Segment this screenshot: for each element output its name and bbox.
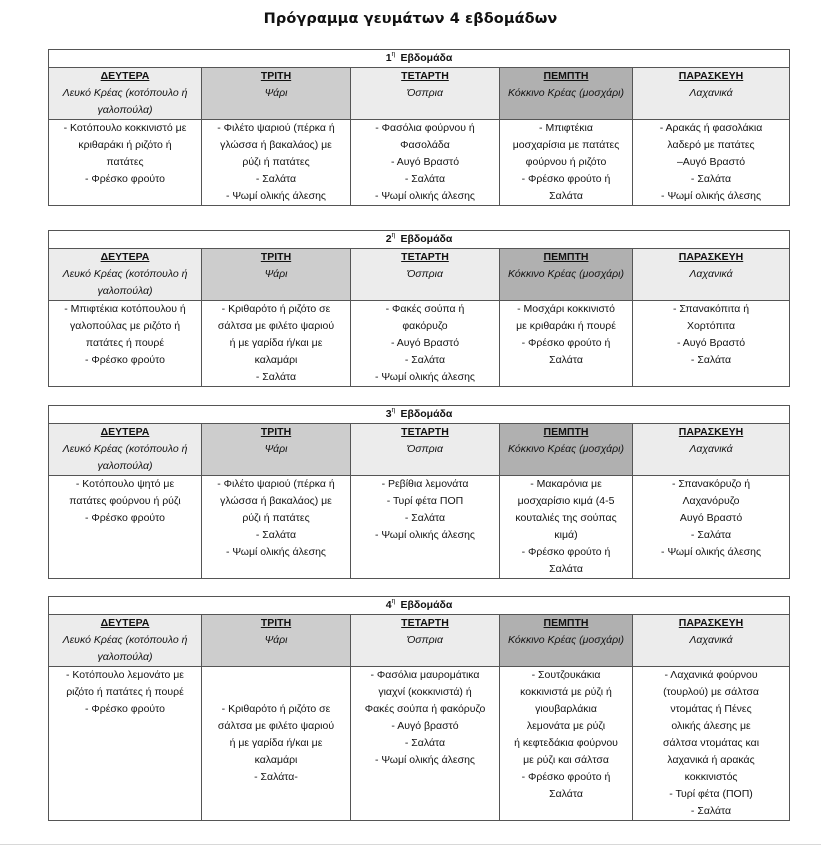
menu-row [49, 120, 790, 206]
menu-line: - Σαλάτα [404, 512, 446, 524]
day-header-wednesday: ΤΕΤΑΡΤΗ Όσπρια [351, 615, 500, 667]
menu-line: λεμονάτα με ρύζι [526, 720, 606, 732]
menu-line: με ρύζι και σάλτσα [523, 754, 609, 766]
menu-line: - Αυγό Βραστό [390, 337, 460, 349]
menu-cell [49, 667, 202, 821]
menu-line: ή με γαρίδα ή/και με [229, 337, 323, 349]
menu-cell [49, 120, 202, 206]
menu-row [49, 301, 790, 387]
menu-line: - Σπανακόπιτα ή [672, 303, 750, 315]
menu-line: φακόρυζο [402, 320, 448, 332]
menu-line: - Κοτόπουλο κοκκινιστό με [63, 122, 187, 134]
menu-row [49, 476, 790, 579]
menu-cell [500, 301, 633, 387]
menu-line: ριζότο ή πατάτες ή πουρέ [66, 686, 184, 698]
day-header-monday: ΔΕΥΤΕΡΑ Λευκό Κρέας (κοτόπουλο ή γαλοπούλα) [49, 424, 202, 476]
menu-line: - Ψωμί ολικής άλεσης [226, 546, 326, 558]
menu-line: Σαλάτα [549, 190, 583, 202]
week-title: $3^\eta$ Εβδομάδα [49, 406, 790, 424]
menu-line: - Ψωμί ολικής άλεσης [375, 754, 475, 766]
menu-line: πατάτες [106, 156, 144, 168]
menu-line: Σαλάτα [549, 788, 583, 800]
menu-line: κοκκινιστά με ρύζι ή [520, 686, 612, 698]
menu-line: - Μπιφτέκια κοτόπουλου ή [64, 303, 186, 315]
menu-line: - Σαλάτα [404, 737, 446, 749]
menu-line: - Σαλάτα [255, 173, 297, 185]
menu-cell [202, 301, 351, 387]
menu-line: - Φρέσκο φρούτο [84, 354, 165, 366]
menu-line: - Ψωμί ολικής άλεσης [375, 190, 475, 202]
menu-line: - Φρέσκο φρούτο ή [521, 546, 611, 558]
menu-line: - Μπιφτέκια [539, 122, 593, 134]
menu-cell [500, 476, 633, 579]
menu-line: - Μοσχάρι κοκκινιστό [517, 303, 615, 315]
day-header-wednesday: ΤΕΤΑΡΤΗ Όσπρια [351, 68, 500, 120]
menu-line: με κριθαράκι ή πουρέ [516, 320, 616, 332]
menu-line: φούρνου ή ριζότο [525, 156, 607, 168]
menu-line: - Φιλέτο ψαριού (πέρκα ή [217, 122, 335, 134]
menu-line: - Αρακάς ή φασολάκια [659, 122, 763, 134]
menu-line: γαλοπούλας με ριζότο ή [69, 320, 181, 332]
menu-line: - Ψωμί ολικής άλεσης [661, 190, 762, 202]
menu-line: Χορτόπιτα [686, 320, 736, 332]
menu-line: - Μακαρόνια με [530, 478, 602, 490]
menu-line: - Αυγό βραστό [391, 720, 459, 732]
menu-line: Φασολάδα [400, 139, 450, 151]
menu-line: - Σαλάτα [690, 354, 732, 366]
menu-line: - Σαλάτα [690, 173, 732, 185]
menu-line: - Φασόλια μαυρομάτικα [370, 669, 480, 681]
menu-line: γιαχνί (κοκκινιστά) ή [378, 686, 472, 698]
menu-line: - Φακές σούπα ή [385, 303, 465, 315]
menu-line: - Φρέσκο φρούτο ή [521, 337, 611, 349]
menu-line: Σαλάτα [549, 354, 583, 366]
menu-line: - Σουτζουκάκια [531, 669, 601, 681]
page-bottom-divider [0, 844, 821, 845]
day-header-thursday: ΠΕΜΠΤΗ Κόκκινο Κρέας (μοσχάρι) [500, 68, 633, 120]
menu-line: κουταλιές της σούπας [515, 512, 617, 524]
menu-line: Λαχανόρυζο [682, 495, 740, 507]
week-title: $2^\eta$ Εβδομάδα [49, 231, 790, 249]
menu-line: - Τυρί φέτα ΠΟΠ [386, 495, 464, 507]
menu-line: γλώσσα ή βακαλάος) με [220, 495, 332, 507]
menu-cell [49, 476, 202, 579]
menu-line: - Κριθαρότο ή ριζότο σε [221, 303, 331, 315]
day-header-thursday: ΠΕΜΠΤΗ Κόκκινο Κρέας (μοσχάρι) [500, 249, 633, 301]
day-header-tuesday: ΤΡΙΤΗ Ψάρι [202, 615, 351, 667]
menu-line: κιμά) [554, 529, 578, 541]
menu-cell [351, 667, 500, 821]
menu-line: καλαμάρι [254, 754, 298, 766]
menu-line: πατάτες ή πουρέ [85, 337, 165, 349]
menu-line: - Φασόλια φούρνου ή [375, 122, 475, 134]
menu-line: - Ρεβίθια λεμονάτα [381, 478, 469, 490]
menu-cell [633, 301, 790, 387]
menu-line: - Σαλάτα [690, 805, 732, 817]
day-header-friday: ΠΑΡΑΣΚΕΥΗ Λαχανικά [633, 424, 790, 476]
menu-line: - Τυρί φέτα (ΠΟΠ) [669, 788, 753, 800]
day-header-monday: ΔΕΥΤΕΡΑ Λευκό Κρέας (κοτόπουλο ή γαλοπούλα) [49, 68, 202, 120]
menu-cell [633, 476, 790, 579]
menu-line: - Φρέσκο φρούτο [84, 703, 165, 715]
menu-line: ρύζι ή πατάτες [242, 512, 310, 524]
menu-line: - Σπανακόρυζο ή [671, 478, 751, 490]
menu-line: Φακές σούπα ή φακόρυζο [364, 703, 486, 715]
day-header-wednesday: ΤΕΤΑΡΤΗ Όσπρια [351, 424, 500, 476]
menu-line: σάλτσα με φιλέτο ψαριού [217, 720, 335, 732]
menu-line: μοσχαρίσιο κιμά (4-5 [517, 495, 615, 507]
menu-line: - Αυγό Βραστό [390, 156, 460, 168]
menu-line: ρύζι ή πατάτες [242, 156, 310, 168]
menu-line: κοκκινιστός [684, 771, 738, 783]
menu-cell [351, 301, 500, 387]
day-header-monday: ΔΕΥΤΕΡΑ Λευκό Κρέας (κοτόπουλο ή γαλοπούλα) [49, 249, 202, 301]
week-1-table [48, 49, 790, 206]
week-title: $1^\eta$ Εβδομάδα [49, 50, 790, 68]
menu-cell [633, 667, 790, 821]
menu-line: λαδερό με πατάτες [667, 139, 755, 151]
menu-cell [202, 120, 351, 206]
menu-line: - Σαλάτα- [254, 771, 298, 783]
menu-line: - Φρέσκο φρούτο ή [521, 771, 611, 783]
menu-line: - Σαλάτα [690, 529, 732, 541]
page-title: Πρόγραμμα γευμάτων 4 εβδομάδων [263, 11, 558, 27]
menu-line: γιουβαρλάκια [535, 703, 597, 715]
menu-line: σάλτσα ντομάτας και [663, 737, 760, 749]
menu-line: ντομάτας ή Πένες [670, 703, 752, 715]
menu-line: μοσχαρίσια με πατάτες [512, 139, 620, 151]
menu-line: - Ψωμί ολικής άλεσης [661, 546, 762, 558]
menu-cell [351, 476, 500, 579]
menu-line: ολικής άλεσης με [671, 720, 751, 732]
menu-line: - Κοτόπουλο ψητό με [75, 478, 175, 490]
menu-line: - Λαχανικά φούρνου [664, 669, 758, 681]
menu-line: ή με γαρίδα ή/και με [229, 737, 323, 749]
week-3-table [48, 405, 790, 579]
menu-cell [49, 301, 202, 387]
menu-line: (τουρλού) με σάλτσα [663, 686, 759, 698]
menu-cell [500, 667, 633, 821]
menu-line: - Αυγό Βραστό [676, 337, 746, 349]
week-2-table [48, 230, 790, 387]
menu-line: καλαμάρι [254, 354, 298, 366]
menu-line: σάλτσα με φιλέτο ψαριού [217, 320, 335, 332]
week-4-table [48, 596, 790, 821]
menu-line: - Ψωμί ολικής άλεσης [226, 190, 326, 202]
day-header-friday: ΠΑΡΑΣΚΕΥΗ Λαχανικά [633, 615, 790, 667]
menu-line: - Φιλέτο ψαριού (πέρκα ή [217, 478, 335, 490]
day-header-friday: ΠΑΡΑΣΚΕΥΗ Λαχανικά [633, 68, 790, 120]
menu-line: - Φρέσκο φρούτο [84, 512, 165, 524]
menu-cell [633, 120, 790, 206]
day-header-tuesday: ΤΡΙΤΗ Ψάρι [202, 424, 351, 476]
menu-line: - Ψωμί ολικής άλεσης [375, 371, 475, 383]
day-header-tuesday: ΤΡΙΤΗ Ψάρι [202, 249, 351, 301]
menu-cell [500, 120, 633, 206]
menu-line: - Ψωμί ολικής άλεσης [375, 529, 475, 541]
day-header-monday: ΔΕΥΤΕΡΑ Λευκό Κρέας (κοτόπουλο ή γαλοπούλα) [49, 615, 202, 667]
menu-cell [202, 667, 351, 821]
day-header-friday: ΠΑΡΑΣΚΕΥΗ Λαχανικά [633, 249, 790, 301]
menu-line: ή κεφτεδάκια φούρνου [514, 737, 618, 749]
menu-row [49, 667, 790, 821]
menu-line: - Σαλάτα [255, 529, 297, 541]
menu-line: - Σαλάτα [404, 173, 446, 185]
menu-line: - Φρέσκο φρούτο [84, 173, 165, 185]
menu-line: - Σαλάτα [404, 354, 446, 366]
menu-cell [202, 476, 351, 579]
menu-cell [351, 120, 500, 206]
menu-line: πατάτες φούρνου ή ρύζι [69, 495, 181, 507]
day-header-thursday: ΠΕΜΠΤΗ Κόκκινο Κρέας (μοσχάρι) [500, 615, 633, 667]
menu-line: - Κοτόπουλο λεμονάτο με [66, 669, 184, 681]
day-header-thursday: ΠΕΜΠΤΗ Κόκκινο Κρέας (μοσχάρι) [500, 424, 633, 476]
day-header-tuesday: ΤΡΙΤΗ Ψάρι [202, 68, 351, 120]
day-header-wednesday: ΤΕΤΑΡΤΗ Όσπρια [351, 249, 500, 301]
menu-line: Αυγό Βραστό [679, 512, 743, 524]
menu-line: - Φρέσκο φρούτο ή [521, 173, 611, 185]
week-title: $4^\eta$ Εβδομάδα [49, 597, 790, 615]
menu-line: Σαλάτα [549, 563, 583, 575]
menu-line: γλώσσα ή βακαλάος) με [220, 139, 332, 151]
menu-line: –Αυγό Βραστό [676, 156, 746, 168]
menu-line: κριθαράκι ή ριζότο ή [78, 139, 172, 151]
menu-line: λαχανικά ή αρακάς [667, 754, 755, 766]
menu-line: - Κριθαρότο ή ριζότο σε [221, 703, 331, 715]
menu-line: - Σαλάτα [255, 371, 297, 383]
